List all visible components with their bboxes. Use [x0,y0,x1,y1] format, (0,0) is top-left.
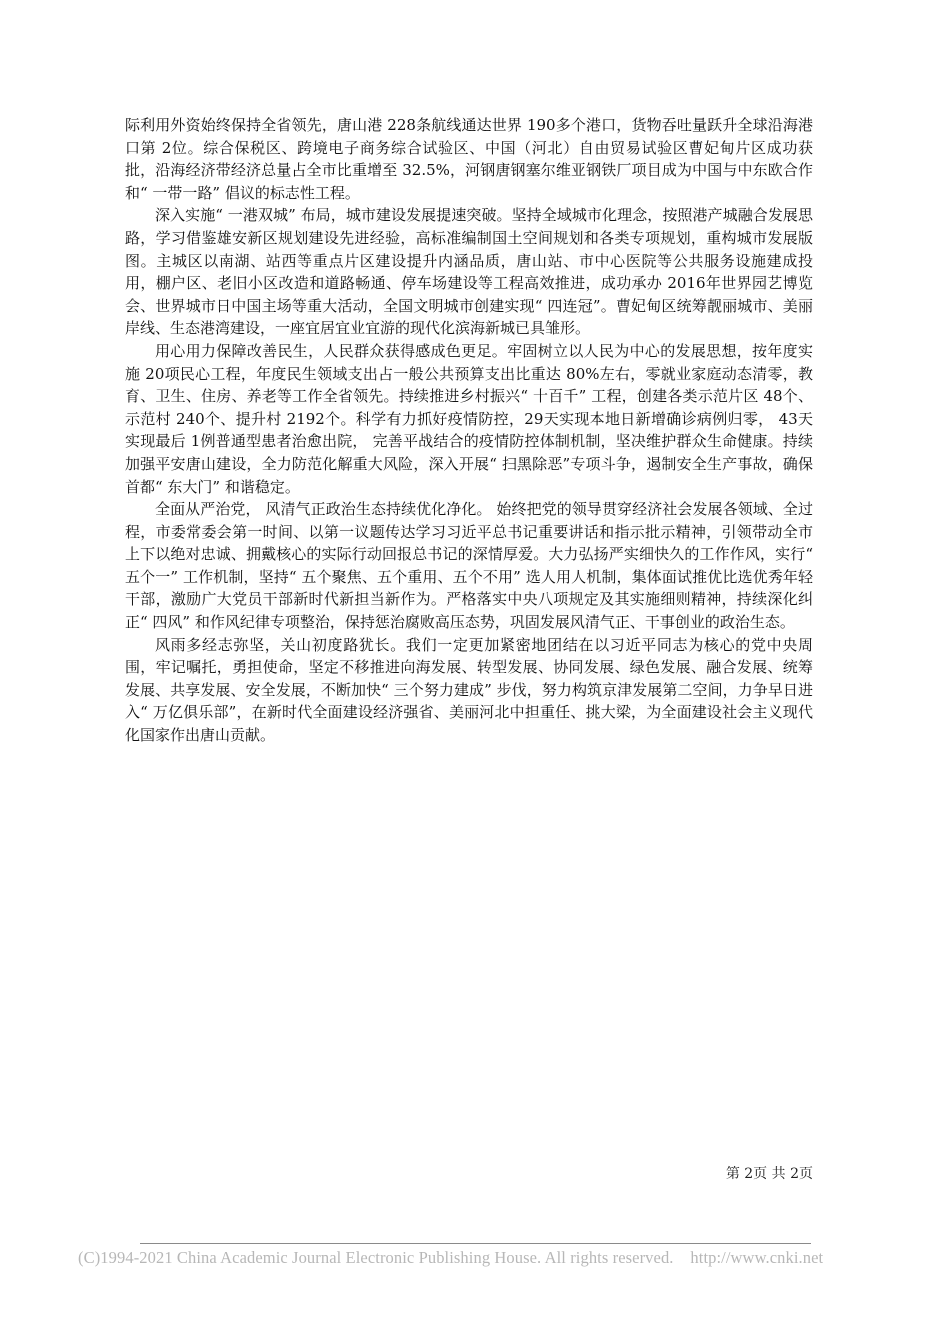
paragraph-foreign-investment: 际利用外资始终保持全省领先，唐山港 228条航线通达世界 190多个港口，货物吞吐量跃升全球沿海港口第 2位。综合保税区、跨境电子商务综合试验区、中国（河北）自由贸易试验区曹妃甸片区成功获批，沿海经济带经济总量占全市比重增至 32.5%，河钢唐钢塞尔维亚钢铁厂项目成为中国与中东欧合作和“ 一带一路” 倡议的标志性工程。 [125,116,813,202]
page-number: 第 2页 共 2页 [725,1166,813,1182]
paragraph-livelihood: 用心用力保障改善民生，人民群众获得感成色更足。牢固树立以人民为中心的发展思想，按年度实施 20项民心工程，年度民生领域支出占一般公共预算支出比重达 80%左右，零就业家庭动态清零，教育、卫生、住房、养老等工作全省领先。持续推进乡村振兴“ 十百千” 工程，创建各类示范片区 48个、示范村 240个、提升村 2192个。科学有力抓好疫情防控，29天实现本地日新增确诊病例归零， 43天实现最后 1例普通型患者治愈出院， 完善平战结合的疫情防控体制机制，坚决维护群众生命健康。持续加强平安唐山建设，全力防范化解重大风险，深入开展“ 扫黑除恶”专项斗争，遏制安全生产事故，确保首都“ 东大门” 和谐稳定。 [125,341,813,496]
paragraph-urban-construction: 深入实施“ 一港双城” 布局，城市建设发展提速突破。坚持全域城市化理念，按照港产城融合发展思路，学习借鉴雄安新区规划建设先进经验，高标准编制国土空间规划和各类专项规划，重构城市发展版图。主城区以南湖、站西等重点片区建设提升内涵品质，唐山站、市中心医院等公共服务设施建成投用，棚户区、老旧小区改造和道路畅通、停车场建设等工程高效推进，成功承办 2016年世界园艺博览会、世界城市日中国主场等重大活动，全国文明城市创建实现“ 四连冠”。曹妃甸区统筹靓丽城市、美丽岸线、生态港湾建设，一座宜居宜业宜游的现代化滨海新城已具雏形。 [125,206,813,338]
footer-divider [140,1243,811,1244]
paragraph-conclusion: 风雨多经志弥坚，关山初度路犹长。我们一定更加紧密地团结在以习近平同志为核心的党中央周围，牢记嘱托，勇担使命，坚定不移推进向海发展、转型发展、协同发展、绿色发展、融合发展、统筹发展、共享发展、安全发展，不断加快“ 三个努力建成” 步伐，努力构筑京津发展第二空间，力争早日进入“ 万亿俱乐部”，在新时代全面建设经济强省、美丽河北中担重任、挑大梁，为全面建设社会主义现代化国家作出唐山贡献。 [125,635,813,745]
paragraph-party-governance: 全面从严治党， 风清气正政治生态持续优化净化。 始终把党的领导贯穿经济社会发展各领域、全过程，市委常委会第一时间、以第一议题传达学习习近平总书记重要讲话和指示批示精神，引领带动全市上下以绝对忠诚、拥戴核心的实际行动回报总书记的深情厚爱。大力弘扬严实细快久的工作作风，实行“ 五个一” 工作机制，坚持“ 五个聚焦、五个重用、五个不用” 选人用人机制，集体面试推优比选优秀年轻干部，激励广大党员干部新时代新担当新作为。严格落实中央八项规定及其实施细则精神，持续深化纠正“ 四风” 和作风纪律专项整治，保持惩治腐败高压态势，巩固发展风清气正、干事创业的政治生态。 [125,500,813,632]
article-body [125,114,813,747]
copyright-watermark: (C)1994-2021 China Academic Journal Electronic Publishing House. All rights reserved. http://www.cnki.net [78,1248,824,1267]
